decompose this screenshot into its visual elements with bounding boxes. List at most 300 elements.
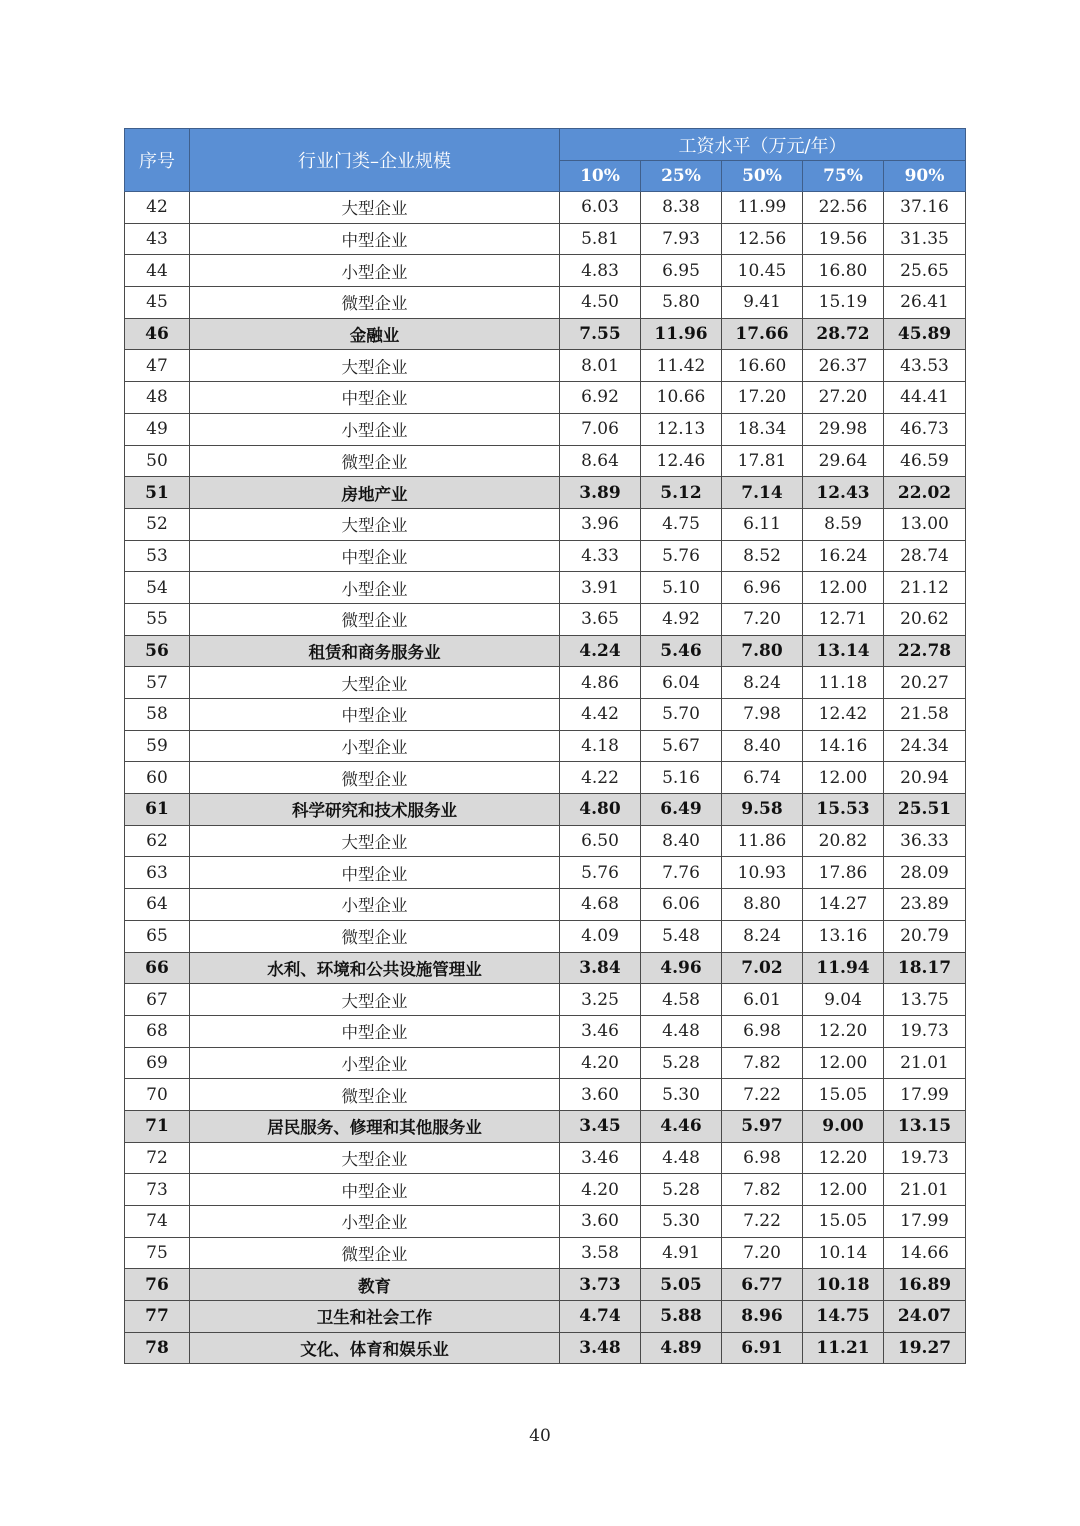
industry-cell: 居民服务、修理和其他服务业 <box>190 1110 560 1142</box>
table-row <box>125 255 966 287</box>
page-number: 40 <box>529 1426 551 1446</box>
value-cell: 8.01 <box>560 350 641 382</box>
value-cell: 6.06 <box>641 889 722 921</box>
table-row <box>125 984 966 1016</box>
value-cell: 7.82 <box>722 1047 803 1079</box>
industry-cell: 金融业 <box>190 318 560 350</box>
seq-cell: 73 <box>125 1174 190 1206</box>
seq-cell: 71 <box>125 1110 190 1142</box>
value-cell: 28.09 <box>884 857 966 889</box>
value-cell: 11.99 <box>722 192 803 224</box>
seq-cell: 45 <box>125 287 190 319</box>
value-cell: 22.56 <box>803 192 884 224</box>
value-cell: 8.80 <box>722 889 803 921</box>
category-row <box>125 952 966 984</box>
value-cell: 6.01 <box>722 984 803 1016</box>
value-cell: 5.28 <box>641 1047 722 1079</box>
seq-cell: 55 <box>125 603 190 635</box>
industry-cell: 卫生和社会工作 <box>190 1301 560 1333</box>
value-cell: 6.03 <box>560 192 641 224</box>
industry-cell: 大型企业 <box>190 350 560 382</box>
seq-cell: 47 <box>125 350 190 382</box>
industry-cell: 小型企业 <box>190 730 560 762</box>
industry-cell: 科学研究和技术服务业 <box>190 794 560 826</box>
table-row <box>125 762 966 794</box>
category-row <box>125 1301 966 1333</box>
industry-cell: 大型企业 <box>190 1142 560 1174</box>
value-cell: 7.14 <box>722 477 803 509</box>
industry-cell: 微型企业 <box>190 1237 560 1269</box>
table-row <box>125 920 966 952</box>
seq-cell: 43 <box>125 223 190 255</box>
value-cell: 6.96 <box>722 572 803 604</box>
value-cell: 10.14 <box>803 1237 884 1269</box>
value-cell: 12.00 <box>803 1174 884 1206</box>
value-cell: 7.22 <box>722 1079 803 1111</box>
value-cell: 15.19 <box>803 287 884 319</box>
value-cell: 4.74 <box>560 1301 641 1333</box>
table-row <box>125 699 966 731</box>
value-cell: 10.66 <box>641 382 722 414</box>
value-cell: 12.56 <box>722 223 803 255</box>
value-cell: 21.58 <box>884 699 966 731</box>
value-cell: 8.38 <box>641 192 722 224</box>
category-row <box>125 794 966 826</box>
value-cell: 5.97 <box>722 1110 803 1142</box>
value-cell: 17.99 <box>884 1206 966 1238</box>
industry-cell: 中型企业 <box>190 540 560 572</box>
value-cell: 6.74 <box>722 762 803 794</box>
table-row <box>125 572 966 604</box>
value-cell: 23.89 <box>884 889 966 921</box>
seq-cell: 76 <box>125 1269 190 1301</box>
header-industry: 行业门类–企业规模 <box>190 129 560 192</box>
seq-cell: 72 <box>125 1142 190 1174</box>
value-cell: 5.76 <box>641 540 722 572</box>
value-cell: 4.86 <box>560 667 641 699</box>
value-cell: 19.73 <box>884 1142 966 1174</box>
value-cell: 12.42 <box>803 699 884 731</box>
value-cell: 6.98 <box>722 1142 803 1174</box>
value-cell: 7.76 <box>641 857 722 889</box>
value-cell: 46.59 <box>884 445 966 477</box>
value-cell: 13.16 <box>803 920 884 952</box>
industry-cell: 水利、环境和公共设施管理业 <box>190 952 560 984</box>
seq-cell: 48 <box>125 382 190 414</box>
industry-cell: 大型企业 <box>190 825 560 857</box>
table-row <box>125 857 966 889</box>
industry-cell: 小型企业 <box>190 889 560 921</box>
industry-cell: 教育 <box>190 1269 560 1301</box>
value-cell: 12.20 <box>803 1015 884 1047</box>
seq-cell: 62 <box>125 825 190 857</box>
value-cell: 12.43 <box>803 477 884 509</box>
value-cell: 3.45 <box>560 1110 641 1142</box>
industry-cell: 中型企业 <box>190 223 560 255</box>
value-cell: 3.58 <box>560 1237 641 1269</box>
value-cell: 11.18 <box>803 667 884 699</box>
value-cell: 14.75 <box>803 1301 884 1333</box>
value-cell: 7.22 <box>722 1206 803 1238</box>
value-cell: 11.94 <box>803 952 884 984</box>
value-cell: 4.68 <box>560 889 641 921</box>
value-cell: 36.33 <box>884 825 966 857</box>
table-row <box>125 382 966 414</box>
seq-cell: 64 <box>125 889 190 921</box>
value-cell: 4.09 <box>560 920 641 952</box>
value-cell: 20.27 <box>884 667 966 699</box>
seq-cell: 58 <box>125 699 190 731</box>
value-cell: 15.05 <box>803 1206 884 1238</box>
value-cell: 21.01 <box>884 1047 966 1079</box>
seq-cell: 42 <box>125 192 190 224</box>
value-cell: 16.80 <box>803 255 884 287</box>
value-cell: 5.10 <box>641 572 722 604</box>
category-row <box>125 318 966 350</box>
wage-table <box>124 128 966 1364</box>
seq-cell: 56 <box>125 635 190 667</box>
value-cell: 4.48 <box>641 1142 722 1174</box>
value-cell: 18.34 <box>722 413 803 445</box>
value-cell: 11.21 <box>803 1332 884 1364</box>
value-cell: 14.66 <box>884 1237 966 1269</box>
table-row <box>125 287 966 319</box>
value-cell: 3.96 <box>560 508 641 540</box>
seq-cell: 65 <box>125 920 190 952</box>
seq-cell: 63 <box>125 857 190 889</box>
value-cell: 13.14 <box>803 635 884 667</box>
header-wage-level: 工资水平（万元/年） <box>560 129 966 161</box>
value-cell: 5.81 <box>560 223 641 255</box>
table-row <box>125 603 966 635</box>
seq-cell: 54 <box>125 572 190 604</box>
industry-cell: 小型企业 <box>190 1047 560 1079</box>
seq-cell: 60 <box>125 762 190 794</box>
value-cell: 4.92 <box>641 603 722 635</box>
seq-cell: 46 <box>125 318 190 350</box>
table-row <box>125 1015 966 1047</box>
industry-cell: 大型企业 <box>190 192 560 224</box>
value-cell: 26.37 <box>803 350 884 382</box>
value-cell: 14.16 <box>803 730 884 762</box>
value-cell: 29.64 <box>803 445 884 477</box>
category-row <box>125 477 966 509</box>
value-cell: 43.53 <box>884 350 966 382</box>
value-cell: 24.34 <box>884 730 966 762</box>
table-row <box>125 445 966 477</box>
seq-cell: 66 <box>125 952 190 984</box>
seq-cell: 57 <box>125 667 190 699</box>
value-cell: 10.93 <box>722 857 803 889</box>
value-cell: 13.15 <box>884 1110 966 1142</box>
value-cell: 6.50 <box>560 825 641 857</box>
value-cell: 28.72 <box>803 318 884 350</box>
value-cell: 4.75 <box>641 508 722 540</box>
value-cell: 3.46 <box>560 1015 641 1047</box>
seq-cell: 69 <box>125 1047 190 1079</box>
value-cell: 12.71 <box>803 603 884 635</box>
value-cell: 29.98 <box>803 413 884 445</box>
value-cell: 37.16 <box>884 192 966 224</box>
table-row <box>125 413 966 445</box>
value-cell: 25.65 <box>884 255 966 287</box>
category-row <box>125 1269 966 1301</box>
value-cell: 44.41 <box>884 382 966 414</box>
value-cell: 19.56 <box>803 223 884 255</box>
value-cell: 4.48 <box>641 1015 722 1047</box>
value-cell: 4.58 <box>641 984 722 1016</box>
value-cell: 11.96 <box>641 318 722 350</box>
value-cell: 12.00 <box>803 572 884 604</box>
table-header <box>125 129 966 192</box>
industry-cell: 微型企业 <box>190 287 560 319</box>
value-cell: 9.58 <box>722 794 803 826</box>
value-cell: 7.82 <box>722 1174 803 1206</box>
value-cell: 8.24 <box>722 667 803 699</box>
value-cell: 7.02 <box>722 952 803 984</box>
value-cell: 15.53 <box>803 794 884 826</box>
industry-cell: 大型企业 <box>190 508 560 540</box>
value-cell: 21.01 <box>884 1174 966 1206</box>
value-cell: 17.81 <box>722 445 803 477</box>
value-cell: 24.07 <box>884 1301 966 1333</box>
seq-cell: 53 <box>125 540 190 572</box>
value-cell: 6.49 <box>641 794 722 826</box>
value-cell: 20.94 <box>884 762 966 794</box>
value-cell: 5.28 <box>641 1174 722 1206</box>
value-cell: 6.77 <box>722 1269 803 1301</box>
seq-cell: 59 <box>125 730 190 762</box>
value-cell: 13.75 <box>884 984 966 1016</box>
category-row <box>125 1332 966 1364</box>
value-cell: 11.42 <box>641 350 722 382</box>
table-row <box>125 730 966 762</box>
value-cell: 4.42 <box>560 699 641 731</box>
table-row <box>125 1047 966 1079</box>
header-p75: 75% <box>803 161 884 192</box>
value-cell: 5.12 <box>641 477 722 509</box>
value-cell: 16.89 <box>884 1269 966 1301</box>
table-row <box>125 192 966 224</box>
value-cell: 5.05 <box>641 1269 722 1301</box>
value-cell: 12.00 <box>803 1047 884 1079</box>
value-cell: 3.46 <box>560 1142 641 1174</box>
value-cell: 6.04 <box>641 667 722 699</box>
industry-cell: 小型企业 <box>190 1206 560 1238</box>
seq-cell: 67 <box>125 984 190 1016</box>
value-cell: 10.18 <box>803 1269 884 1301</box>
industry-cell: 微型企业 <box>190 445 560 477</box>
seq-cell: 51 <box>125 477 190 509</box>
category-row <box>125 1110 966 1142</box>
value-cell: 21.12 <box>884 572 966 604</box>
value-cell: 7.80 <box>722 635 803 667</box>
seq-cell: 77 <box>125 1301 190 1333</box>
value-cell: 11.86 <box>722 825 803 857</box>
seq-cell: 68 <box>125 1015 190 1047</box>
value-cell: 31.35 <box>884 223 966 255</box>
industry-cell: 中型企业 <box>190 382 560 414</box>
industry-cell: 中型企业 <box>190 699 560 731</box>
value-cell: 5.80 <box>641 287 722 319</box>
value-cell: 25.51 <box>884 794 966 826</box>
value-cell: 12.13 <box>641 413 722 445</box>
value-cell: 28.74 <box>884 540 966 572</box>
value-cell: 4.89 <box>641 1332 722 1364</box>
value-cell: 4.50 <box>560 287 641 319</box>
value-cell: 14.27 <box>803 889 884 921</box>
value-cell: 20.79 <box>884 920 966 952</box>
table-row <box>125 889 966 921</box>
value-cell: 3.60 <box>560 1206 641 1238</box>
seq-cell: 52 <box>125 508 190 540</box>
value-cell: 10.45 <box>722 255 803 287</box>
value-cell: 20.82 <box>803 825 884 857</box>
seq-cell: 70 <box>125 1079 190 1111</box>
value-cell: 17.99 <box>884 1079 966 1111</box>
seq-cell: 78 <box>125 1332 190 1364</box>
value-cell: 22.02 <box>884 477 966 509</box>
value-cell: 8.40 <box>641 825 722 857</box>
value-cell: 6.98 <box>722 1015 803 1047</box>
industry-cell: 中型企业 <box>190 1174 560 1206</box>
industry-cell: 微型企业 <box>190 1079 560 1111</box>
value-cell: 18.17 <box>884 952 966 984</box>
table-row <box>125 540 966 572</box>
value-cell: 3.89 <box>560 477 641 509</box>
value-cell: 6.11 <box>722 508 803 540</box>
header-p25: 25% <box>641 161 722 192</box>
industry-cell: 小型企业 <box>190 572 560 604</box>
table-body <box>125 192 966 1364</box>
value-cell: 8.52 <box>722 540 803 572</box>
value-cell: 8.24 <box>722 920 803 952</box>
table-row <box>125 508 966 540</box>
table-row <box>125 1079 966 1111</box>
value-cell: 26.41 <box>884 287 966 319</box>
value-cell: 6.95 <box>641 255 722 287</box>
value-cell: 7.20 <box>722 1237 803 1269</box>
value-cell: 9.04 <box>803 984 884 1016</box>
table-row <box>125 1142 966 1174</box>
value-cell: 4.83 <box>560 255 641 287</box>
value-cell: 12.46 <box>641 445 722 477</box>
value-cell: 4.91 <box>641 1237 722 1269</box>
value-cell: 3.91 <box>560 572 641 604</box>
table-row <box>125 1237 966 1269</box>
value-cell: 19.27 <box>884 1332 966 1364</box>
value-cell: 3.48 <box>560 1332 641 1364</box>
value-cell: 17.86 <box>803 857 884 889</box>
value-cell: 4.18 <box>560 730 641 762</box>
value-cell: 7.20 <box>722 603 803 635</box>
industry-cell: 微型企业 <box>190 762 560 794</box>
industry-cell: 小型企业 <box>190 255 560 287</box>
industry-cell: 中型企业 <box>190 1015 560 1047</box>
value-cell: 5.67 <box>641 730 722 762</box>
value-cell: 4.24 <box>560 635 641 667</box>
header-seq: 序号 <box>125 129 190 192</box>
value-cell: 6.92 <box>560 382 641 414</box>
value-cell: 16.60 <box>722 350 803 382</box>
industry-cell: 大型企业 <box>190 984 560 1016</box>
value-cell: 4.96 <box>641 952 722 984</box>
value-cell: 17.20 <box>722 382 803 414</box>
value-cell: 3.25 <box>560 984 641 1016</box>
seq-cell: 50 <box>125 445 190 477</box>
table-row <box>125 825 966 857</box>
value-cell: 19.73 <box>884 1015 966 1047</box>
table-row <box>125 667 966 699</box>
industry-cell: 租赁和商务服务业 <box>190 635 560 667</box>
value-cell: 4.80 <box>560 794 641 826</box>
value-cell: 5.16 <box>641 762 722 794</box>
table-row <box>125 1206 966 1238</box>
value-cell: 5.30 <box>641 1206 722 1238</box>
industry-cell: 中型企业 <box>190 857 560 889</box>
seq-cell: 44 <box>125 255 190 287</box>
industry-cell: 小型企业 <box>190 413 560 445</box>
value-cell: 5.46 <box>641 635 722 667</box>
value-cell: 45.89 <box>884 318 966 350</box>
industry-cell: 房地产业 <box>190 477 560 509</box>
value-cell: 6.91 <box>722 1332 803 1364</box>
value-cell: 27.20 <box>803 382 884 414</box>
category-row <box>125 635 966 667</box>
value-cell: 15.05 <box>803 1079 884 1111</box>
table-row <box>125 350 966 382</box>
seq-cell: 75 <box>125 1237 190 1269</box>
value-cell: 4.20 <box>560 1047 641 1079</box>
value-cell: 5.70 <box>641 699 722 731</box>
seq-cell: 49 <box>125 413 190 445</box>
value-cell: 5.88 <box>641 1301 722 1333</box>
value-cell: 8.59 <box>803 508 884 540</box>
value-cell: 13.00 <box>884 508 966 540</box>
table-row <box>125 1174 966 1206</box>
header-p90: 90% <box>884 161 966 192</box>
value-cell: 12.20 <box>803 1142 884 1174</box>
value-cell: 8.40 <box>722 730 803 762</box>
value-cell: 5.76 <box>560 857 641 889</box>
value-cell: 9.00 <box>803 1110 884 1142</box>
value-cell: 12.00 <box>803 762 884 794</box>
value-cell: 7.98 <box>722 699 803 731</box>
value-cell: 46.73 <box>884 413 966 445</box>
header-p10: 10% <box>560 161 641 192</box>
value-cell: 16.24 <box>803 540 884 572</box>
value-cell: 4.22 <box>560 762 641 794</box>
value-cell: 5.30 <box>641 1079 722 1111</box>
value-cell: 8.96 <box>722 1301 803 1333</box>
industry-cell: 微型企业 <box>190 920 560 952</box>
value-cell: 3.73 <box>560 1269 641 1301</box>
value-cell: 3.60 <box>560 1079 641 1111</box>
seq-cell: 61 <box>125 794 190 826</box>
industry-cell: 大型企业 <box>190 667 560 699</box>
value-cell: 7.93 <box>641 223 722 255</box>
industry-cell: 微型企业 <box>190 603 560 635</box>
seq-cell: 74 <box>125 1206 190 1238</box>
industry-cell: 文化、体育和娱乐业 <box>190 1332 560 1364</box>
value-cell: 7.55 <box>560 318 641 350</box>
value-cell: 3.65 <box>560 603 641 635</box>
value-cell: 7.06 <box>560 413 641 445</box>
value-cell: 4.46 <box>641 1110 722 1142</box>
value-cell: 3.84 <box>560 952 641 984</box>
value-cell: 4.33 <box>560 540 641 572</box>
value-cell: 17.66 <box>722 318 803 350</box>
